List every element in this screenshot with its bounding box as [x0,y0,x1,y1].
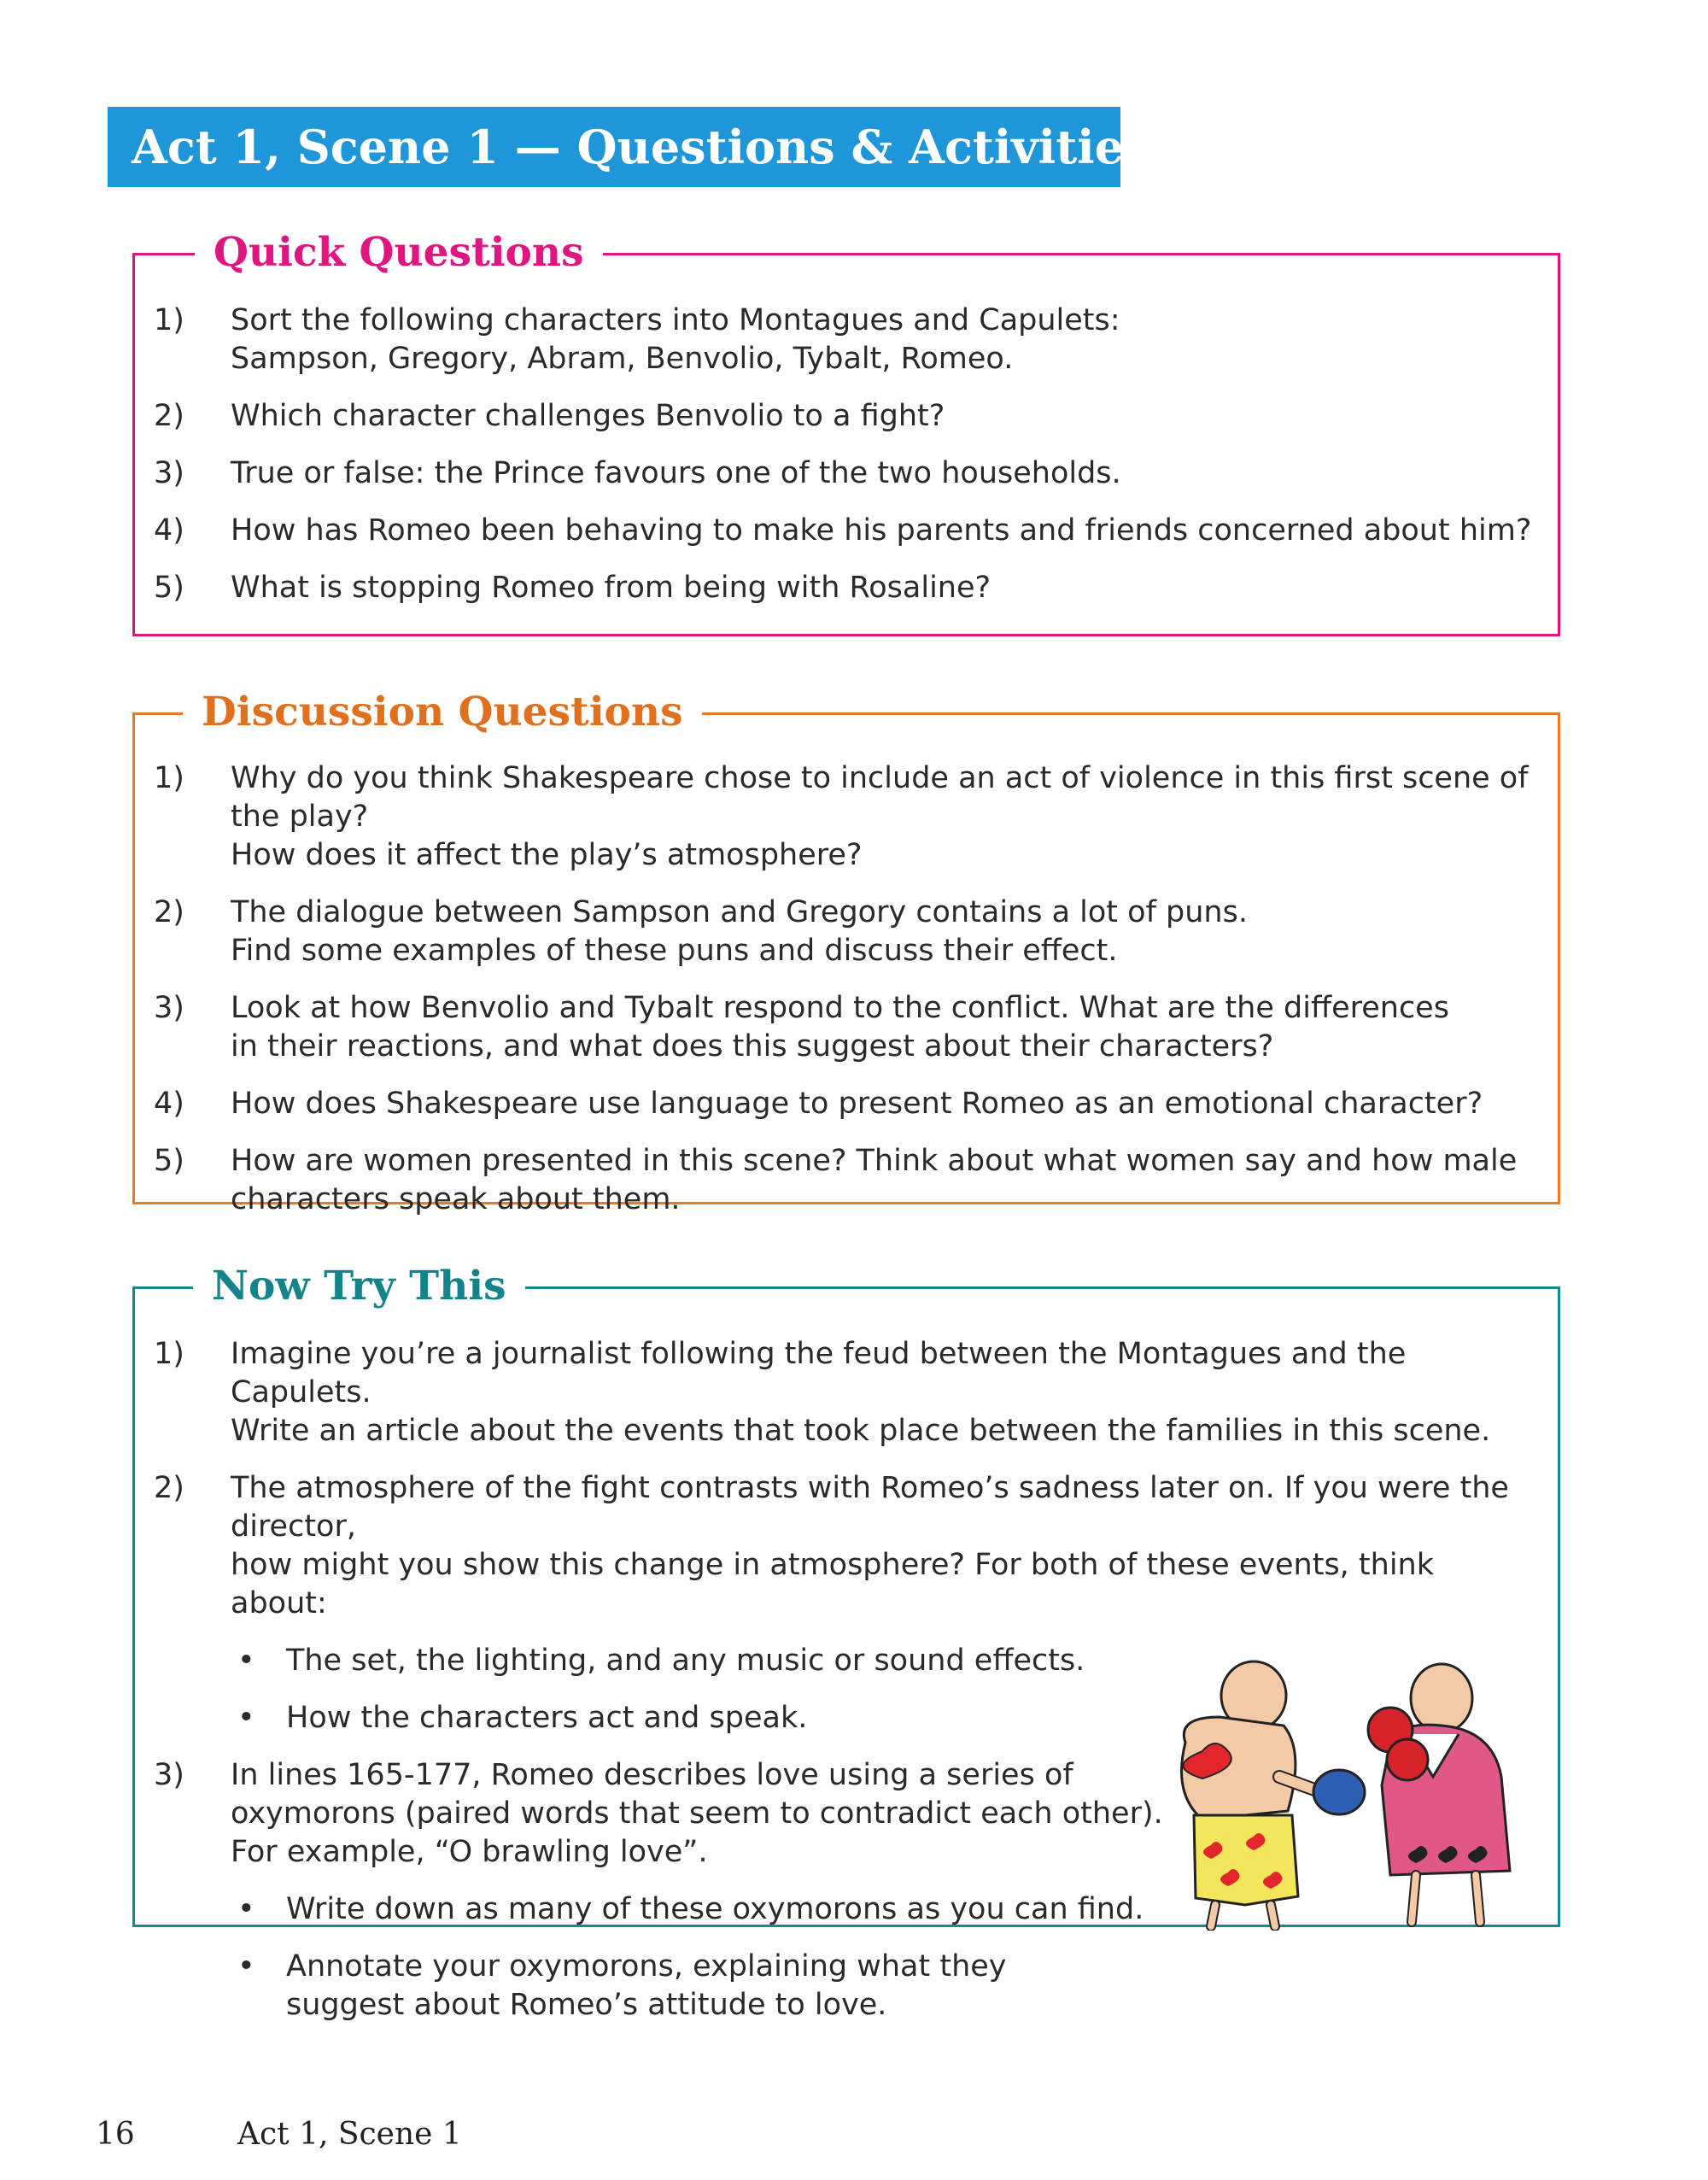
list-item [154,989,1532,1066]
bullet-icon: • [237,1892,255,1926]
bullet-icon: • [237,1949,255,1984]
right-boxer-icon [1368,1664,1510,1922]
bullet-item [154,1948,1532,2025]
question-text: In lines 165-177, Romeo describes love using a series of [231,1758,1073,1792]
footer-section: Act 1, Scene 1 [237,2117,462,2152]
question-number: 3) [154,991,184,1025]
question-text: Find some examples of these puns and discuss their effect. [231,934,1118,968]
question-text: The atmosphere of the fight contrasts with Romeo’s sadness later on. If you were the director, [231,1471,1509,1544]
question-text: Write an article about the events that took place between the families in this scene. [231,1414,1491,1448]
question-text: Imagine you’re a journalist following the feud between the Montagues and the Capulets. [231,1337,1407,1409]
list-item [154,512,1532,550]
question-text: in their reactions, and what does this suggest about their characters? [231,1029,1274,1064]
list-item [154,302,1532,378]
question-text: How does it affect the play’s atmosphere? [231,838,863,872]
question-number: 5) [154,1144,184,1178]
bullet-text-continued: suggest about Romeo’s attitude to love. [286,1988,887,2022]
bullet-text: Annotate your oxymorons, explaining what they [286,1949,1007,1984]
question-number: 3) [154,456,184,490]
question-text: The dialogue between Sampson and Gregory contains a lot of puns. [231,895,1248,929]
question-number: 5) [154,571,184,605]
question-text: Why do you think Shakespeare chose to include an act of violence in this first scene of the play? [231,761,1529,834]
question-number: 1) [154,761,184,795]
bullet-icon: • [237,1701,255,1735]
quick-questions-list [154,302,1532,626]
question-number: 2) [154,399,184,433]
list-item [154,454,1532,493]
list-item [154,1085,1532,1123]
quick-questions-heading: Quick Questions [195,226,603,280]
list-item [154,1469,1532,1623]
discussion-questions-box [132,689,1560,1216]
question-number: 2) [154,895,184,929]
question-number: 4) [154,513,184,548]
now-try-this-heading: Now Try This [193,1259,525,1314]
question-text: How has Romeo been behaving to make his parents and friends concerned about him? [231,513,1532,548]
question-number: 2) [154,1471,184,1505]
quick-questions-box [132,229,1560,636]
question-text: Look at how Benvolio and Tybalt respond to the conflict. What are the differences [231,991,1449,1025]
list-item [154,569,1532,607]
question-number: 4) [154,1087,184,1121]
bullet-icon: • [237,1644,255,1678]
left-boxer-icon [1182,1661,1366,1926]
question-number: 3) [154,1758,184,1792]
bullet-text: How the characters act and speak. [286,1701,808,1735]
discussion-questions-heading: Discussion Questions [183,685,702,740]
bullet-text: The set, the lighting, and any music or sound effects. [286,1644,1085,1678]
question-text: Sampson, Gregory, Abram, Benvolio, Tybalt, Romeo. [231,342,1014,376]
list-item [154,397,1532,436]
page-title-banner [108,107,1150,187]
question-text: For example, “O brawling love”. [231,1835,708,1869]
page-title: Act 1, Scene 1 — Questions & Activities [132,120,1150,174]
question-text: What is stopping Romeo from being with Rosaline? [231,571,991,605]
list-item [154,1142,1532,1219]
list-item [154,759,1532,875]
list-item [154,894,1532,970]
question-text: characters speak about them. [231,1182,681,1216]
question-text: how might you show this change in atmosphere? For both of these events, think about: [231,1548,1435,1620]
boxers-cartoon-icon [1134,1649,1527,1931]
question-text: Which character challenges Benvolio to a fight? [231,399,945,433]
question-text: True or false: the Prince favours one of the two households. [231,456,1121,490]
question-number: 1) [154,303,184,337]
bullet-text: Write down as many of these oxymorons as you can find. [286,1892,1144,1926]
list-item [154,1335,1532,1450]
question-text: Sort the following characters into Montagues and Capulets: [231,303,1120,337]
page-number: 16 [96,2117,135,2152]
question-text: oxymorons (paired words that seem to contradict each other). [231,1796,1163,1831]
question-number: 1) [154,1337,184,1371]
question-text: How does Shakespeare use language to present Romeo as an emotional character? [231,1087,1483,1121]
question-text: How are women presented in this scene? Think about what women say and how male [231,1144,1518,1178]
discussion-questions-list [154,759,1532,1238]
